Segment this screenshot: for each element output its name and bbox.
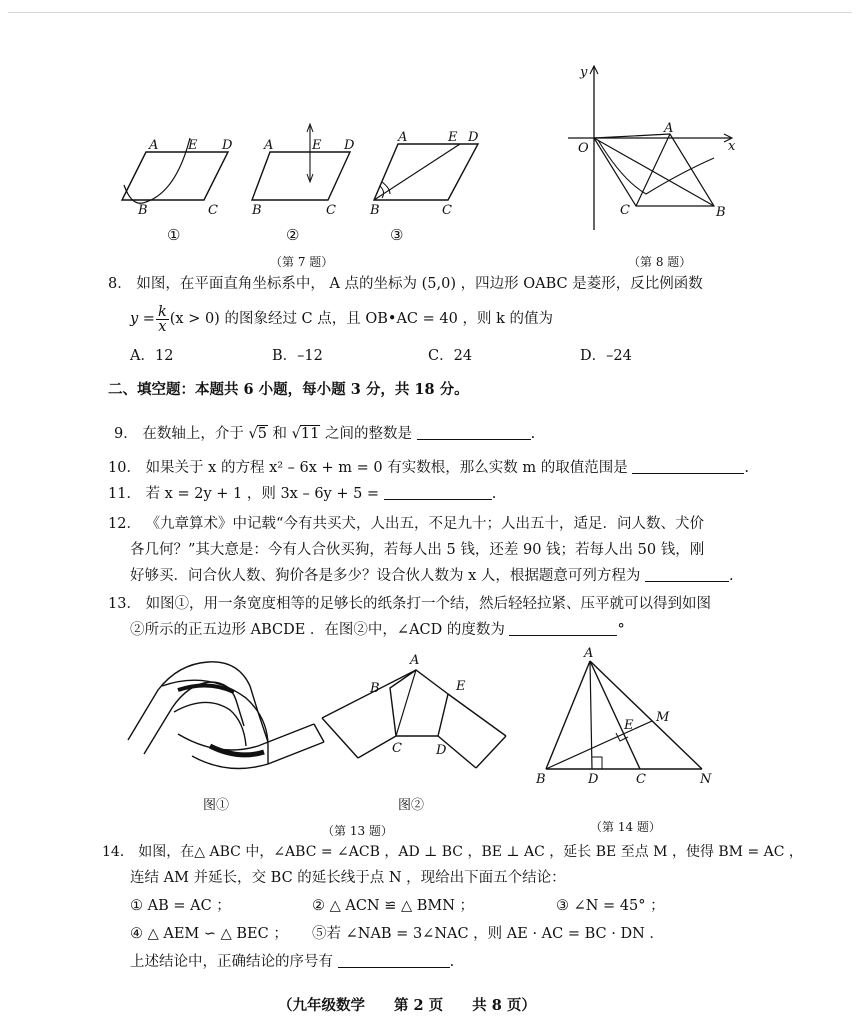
q8-label-O: O <box>578 141 589 156</box>
fig13-label-2: 图② <box>398 798 425 813</box>
q8-y-eq: y = <box>130 311 155 327</box>
fig13-pentagon-figure <box>318 650 508 770</box>
q10-line <box>108 458 749 478</box>
q7-f2-label-D: D <box>344 138 355 153</box>
q10-end: . <box>744 460 749 476</box>
q14-conclusion-4: ④ △ AEM ∽ △ BEC ； <box>130 926 288 942</box>
q8-option-a: A．12 <box>130 348 174 364</box>
fig13-label-C: C <box>392 741 402 756</box>
q12-line2: 各几何？”其大意是：今有人合伙买狗，若每人出 5 钱，还差 90 钱；若每人出 50 钱，刚 <box>130 542 705 558</box>
fig14-label-D: D <box>588 772 599 787</box>
q8-fraction <box>156 305 169 334</box>
q14-text-line1: 如图，在△ ABC 中，∠ABC = ∠ACB ，AD ⊥ BC ，BE ⊥ AC ，延长 BE 至点 M ，使得 BM = AC ， <box>138 844 803 860</box>
q11-number: 11． <box>108 486 141 502</box>
q9-root1: 5 <box>257 426 267 442</box>
q8-figure-caption: （第 8 题） <box>628 255 692 269</box>
q8-option-c: C．24 <box>428 348 473 364</box>
q7-f3-label-C: C <box>442 203 452 218</box>
q8-number: 8． <box>108 276 132 292</box>
q11-answer-blank[interactable] <box>384 484 492 500</box>
fig14-label-C: C <box>636 772 646 787</box>
q12-end: . <box>729 568 734 584</box>
q7-f1-label-B: B <box>138 203 148 218</box>
q9-end: . <box>530 426 536 442</box>
q14-text-line5: 上述结论中，正确结论的序号有 <box>130 954 333 970</box>
q10-number: 10． <box>108 460 141 476</box>
q14-number: 14． <box>102 844 134 860</box>
q11-end: . <box>491 486 497 502</box>
q7-caption: （第 7 题） <box>270 255 334 269</box>
q8-option-b: B．–12 <box>272 348 323 364</box>
q8-line2 <box>130 304 553 334</box>
q9-part1: 在数轴上，介于 <box>142 426 244 442</box>
q7-f1-label-E: E <box>188 138 198 153</box>
q9-root2: 11 <box>300 426 320 442</box>
q13-end: ° <box>617 622 625 638</box>
fig14-label-A: A <box>584 646 594 661</box>
q11-text: 若 x = 2y + 1 ，则 3x – 6y + 5 = <box>145 486 380 502</box>
q7-f2-label-B: B <box>252 203 262 218</box>
q14-conclusion-1: ① AB = AC ； <box>130 898 231 914</box>
sqrt-sign-icon: √ <box>248 426 258 442</box>
q7-f3-label-A: A <box>398 130 408 145</box>
q13-text-line1: 如图①，用一条宽度相等的足够长的纸条打一个结，然后轻轻拉紧、压平就可以得到如图 <box>145 596 712 612</box>
q7-f2-label-E: E <box>312 138 322 153</box>
q14-line2: 连结 AM 并延长，交 BC 的延长线于点 N ，现给出下面五个结论： <box>130 870 566 886</box>
q8-line1 <box>108 274 703 294</box>
fig13-caption: （第 13 题） <box>322 824 393 838</box>
q14-line5 <box>130 952 454 972</box>
fig13-label-E: E <box>456 679 466 694</box>
q7-mark-2: ② <box>286 226 300 244</box>
q7-f1-label-D: D <box>222 138 233 153</box>
q13-answer-blank[interactable] <box>509 620 617 636</box>
q7-figure-1 <box>118 130 248 220</box>
q8-label-A: A <box>664 121 674 136</box>
q14-conclusion-3: ③ ∠N = 45° ； <box>556 898 665 914</box>
sqrt-sign-icon: √ <box>291 426 301 442</box>
fig14-label-B: B <box>536 772 546 787</box>
fig13-label-D: D <box>436 743 447 758</box>
q9-line <box>114 424 535 444</box>
q12-answer-blank[interactable] <box>645 566 729 582</box>
q8-figure <box>562 62 742 232</box>
page-footer: （九年级数学 第 2 页 共 8 页） <box>278 997 536 1014</box>
q8-text-line1: 如图，在平面直角坐标系中， A 点的坐标为 (5,0) ，四边形 OABC 是菱形，反比例函数 <box>136 276 703 292</box>
q13-text-line2: ②所示的正五边形 ABCDE ．在图②中，∠ACD 的度数为 <box>130 622 505 638</box>
q12-text-line3: 好够买．问合伙人数、狗价各是多少？设合伙人数为 x 人，根据题意可列方程为 <box>130 568 641 584</box>
top-rule <box>8 12 852 13</box>
fig13-label-1: 图① <box>203 798 230 813</box>
q7-f2-label-C: C <box>326 203 336 218</box>
q7-figure-3 <box>368 130 488 220</box>
fig13-label-B: B <box>370 681 380 696</box>
q8-label-x: x <box>728 139 736 154</box>
q7-f3-label-E: E <box>448 130 458 145</box>
q7-f1-label-C: C <box>208 203 218 218</box>
q12-line1 <box>108 514 704 534</box>
q8-label-C: C <box>620 203 630 218</box>
q9-part3: 之间的整数是 <box>324 426 412 442</box>
section2-heading: 二、填空题：本题共 6 小题，每小题 3 分，共 18 分。 <box>108 381 469 398</box>
q8-frac-den: x <box>158 318 167 335</box>
fig14-label-M: M <box>656 710 670 725</box>
q12-line3 <box>130 566 734 586</box>
q9-part2: 和 <box>272 426 288 442</box>
q7-mark-1: ① <box>167 226 181 244</box>
q7-f3-label-D: D <box>468 130 479 145</box>
q12-number: 12． <box>108 516 141 532</box>
q10-answer-blank[interactable] <box>632 458 744 474</box>
q8-frac-num: k <box>157 303 167 320</box>
q12-text-line1: 《九章算术》中记载“今有共买犬，人出五，不足九十；人出五十，适足．问人数、犬价 <box>145 516 704 532</box>
q8-label-B: B <box>716 205 726 220</box>
q13-number: 13． <box>108 596 141 612</box>
q14-answer-blank[interactable] <box>338 952 450 968</box>
q9-number: 9． <box>114 426 138 442</box>
fig14-label-N: N <box>700 772 712 787</box>
q14-conclusion-5: ⑤若 ∠NAB = 3∠NAC ，则 AE · AC = BC · DN ． <box>312 926 664 942</box>
q7-f1-label-A: A <box>149 138 159 153</box>
fig14-caption: （第 14 题） <box>590 820 661 834</box>
q8-text-line2: (x > 0) 的图象经过 C 点，且 OB•AC = 40 ，则 k 的值为 <box>169 311 553 327</box>
q14-end: . <box>449 954 455 970</box>
q9-answer-blank[interactable] <box>417 424 531 440</box>
q7-figure-2 <box>250 120 370 220</box>
q7-mark-3: ③ <box>390 226 404 244</box>
q11-line <box>108 484 496 504</box>
q8-option-d: D．–24 <box>580 348 632 364</box>
fig13-label-A: A <box>410 653 420 668</box>
q7-f3-label-B: B <box>370 203 380 218</box>
q14-line1 <box>102 842 803 862</box>
fig14-figure <box>532 645 722 795</box>
q14-conclusion-2: ② △ ACN ≌ △ BMN ； <box>312 898 475 914</box>
q8-label-y: y <box>580 65 588 80</box>
q13-line1 <box>108 594 711 614</box>
q13-line2 <box>130 620 625 640</box>
q7-f2-label-A: A <box>264 138 274 153</box>
q10-text: 如果关于 x 的方程 x² – 6x + m = 0 有实数根，那么实数 m 的取值范围是 <box>145 460 628 476</box>
fig13-knot-figure <box>118 650 328 780</box>
fig14-label-E: E <box>624 718 634 733</box>
